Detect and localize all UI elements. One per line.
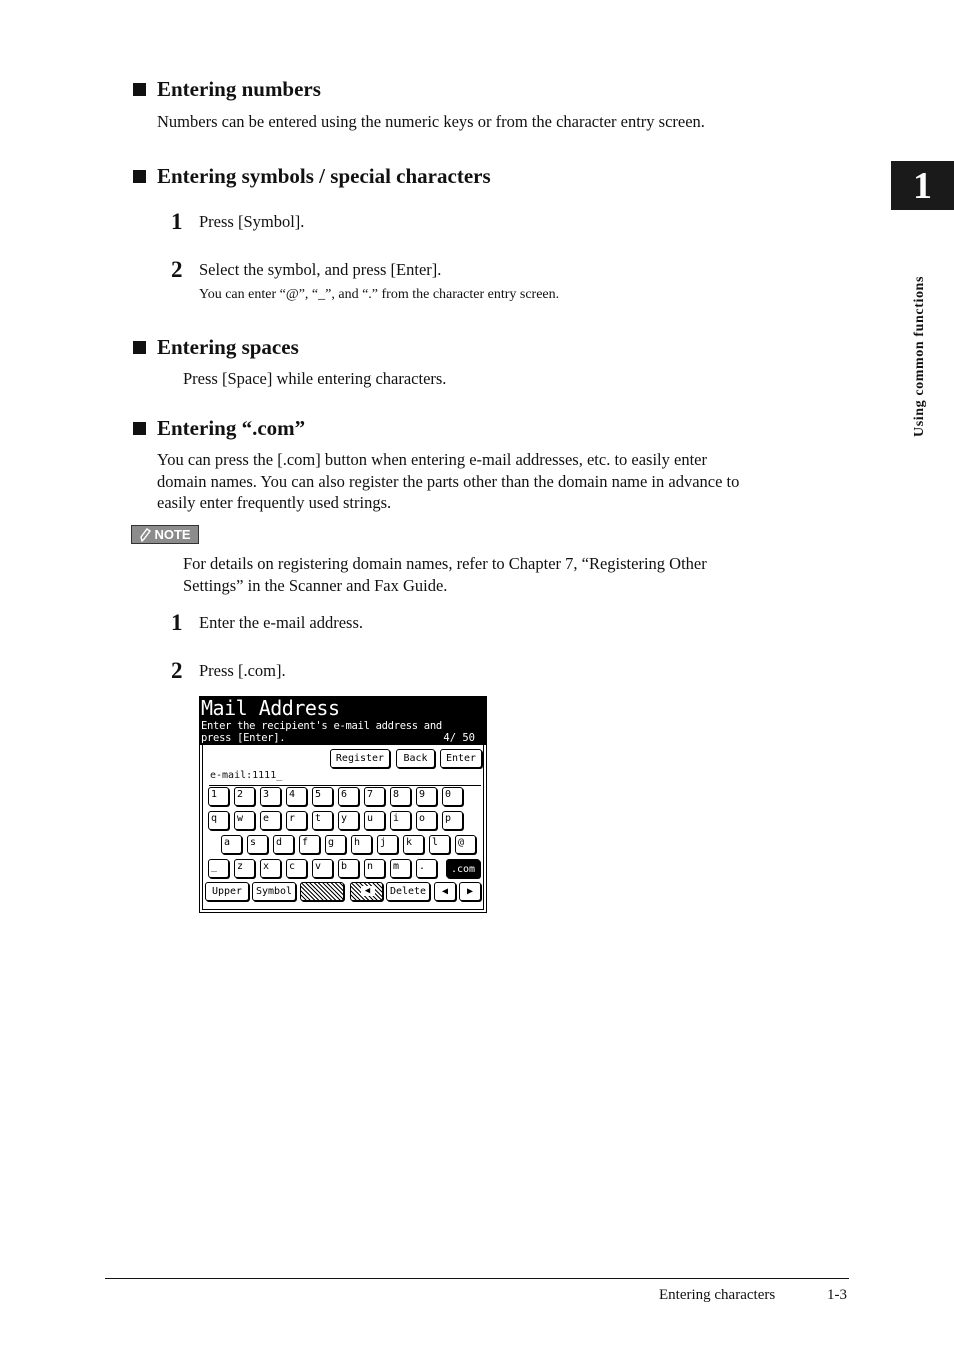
key-3[interactable]: 3: [260, 787, 281, 806]
section-heading-dotcom: [133, 416, 305, 441]
body-line: You can press the [.com] button when entering e-mail addresses, etc. to easily enter: [157, 450, 707, 469]
pencil-icon: [139, 528, 151, 542]
key-d[interactable]: d: [273, 835, 294, 854]
square-bullet-icon: [133, 341, 146, 354]
email-input[interactable]: e-mail:1111_: [210, 770, 283, 781]
cursor-right-button[interactable]: [459, 882, 481, 901]
section-heading-spaces: [133, 335, 299, 360]
key-period[interactable]: .: [416, 859, 437, 878]
chapter-tab-label: Using common functions: [912, 276, 927, 437]
step-number: 2: [171, 658, 183, 683]
key-w[interactable]: w: [234, 811, 255, 830]
screen-title: Mail Address: [201, 696, 340, 720]
register-button[interactable]: Register: [330, 749, 390, 768]
footer-divider: [105, 1278, 849, 1279]
step-text: Enter the e-mail address.: [199, 613, 364, 632]
cursor-left-button[interactable]: [434, 882, 456, 901]
key-j[interactable]: j: [377, 835, 398, 854]
backspace-button[interactable]: [350, 882, 383, 901]
key-a[interactable]: a: [221, 835, 242, 854]
note-line: For details on registering domain names, refer to Chapter 7, “Registering Other: [183, 554, 707, 573]
chapter-tab: 1: [891, 161, 954, 210]
key-c[interactable]: c: [286, 859, 307, 878]
key-s[interactable]: s: [247, 835, 268, 854]
character-counter: 4/ 50: [443, 732, 475, 744]
section-title: Entering “.com”: [157, 416, 306, 440]
key-u[interactable]: u: [364, 811, 385, 830]
section-title: Entering symbols / special characters: [157, 164, 491, 188]
step-text: Select the symbol, and press [Enter].: [199, 260, 442, 279]
key-1[interactable]: 1: [208, 787, 229, 806]
key-g[interactable]: g: [325, 835, 346, 854]
step-number: 2: [171, 257, 183, 282]
note-badge: [131, 525, 199, 544]
step-text: Press [.com].: [199, 661, 286, 680]
key-y[interactable]: y: [338, 811, 359, 830]
enter-button[interactable]: Enter: [440, 749, 482, 768]
back-button[interactable]: Back: [396, 749, 435, 768]
key-9[interactable]: 9: [416, 787, 437, 806]
note-text: [183, 553, 863, 596]
key-0[interactable]: 0: [442, 787, 463, 806]
key-m[interactable]: m: [390, 859, 411, 878]
step-text: Press [Symbol].: [199, 212, 305, 231]
note-label: NOTE: [154, 527, 191, 542]
note-line: Settings” in the Scanner and Fax Guide.: [183, 575, 448, 595]
key-f[interactable]: f: [299, 835, 320, 854]
screen-instructions-line1: Enter the recipient's e-mail address and: [201, 720, 442, 732]
body-line: domain names. You can also register the parts other than the domain name in advance to: [157, 471, 740, 491]
section-heading-symbols: [133, 164, 491, 189]
screen-header: [200, 697, 486, 745]
step-number: 1: [171, 209, 183, 234]
section-title: Entering spaces: [157, 335, 299, 359]
key-i[interactable]: i: [390, 811, 411, 830]
key-5[interactable]: 5: [312, 787, 333, 806]
screen-body: [202, 745, 484, 910]
key-o[interactable]: o: [416, 811, 437, 830]
key-l[interactable]: l: [429, 835, 450, 854]
section-title: Entering numbers: [157, 77, 321, 101]
key-k[interactable]: k: [403, 835, 424, 854]
body-line: easily enter frequently used strings.: [157, 493, 392, 512]
dotcom-key[interactable]: .com: [446, 859, 480, 878]
key-underscore[interactable]: _: [208, 859, 229, 878]
input-underline: [209, 785, 481, 786]
key-h[interactable]: h: [351, 835, 372, 854]
key-q[interactable]: q: [208, 811, 229, 830]
page-number: 1-3: [827, 1287, 847, 1303]
mail-address-screen: [199, 696, 487, 913]
delete-button[interactable]: Delete: [386, 882, 430, 901]
upper-button[interactable]: Upper: [205, 882, 249, 901]
key-4[interactable]: 4: [286, 787, 307, 806]
square-bullet-icon: [133, 83, 146, 96]
key-v[interactable]: v: [312, 859, 333, 878]
key-at[interactable]: @: [455, 835, 476, 854]
space-button[interactable]: [300, 882, 344, 901]
key-8[interactable]: 8: [390, 787, 411, 806]
key-7[interactable]: 7: [364, 787, 385, 806]
section-body: Numbers can be entered using the numeric keys or from the character entry screen.: [157, 112, 705, 131]
footer-section-name: Entering characters: [659, 1287, 776, 1303]
key-e[interactable]: e: [260, 811, 281, 830]
key-b[interactable]: b: [338, 859, 359, 878]
key-2[interactable]: 2: [234, 787, 255, 806]
square-bullet-icon: [133, 170, 146, 183]
section-body: Press [Space] while entering characters.: [183, 369, 447, 388]
key-x[interactable]: x: [260, 859, 281, 878]
right-arrow-icon: ▶: [466, 886, 474, 897]
key-n[interactable]: n: [364, 859, 385, 878]
section-body: [157, 449, 857, 514]
square-bullet-icon: [133, 422, 146, 435]
left-arrow-icon: ◀: [441, 886, 449, 897]
screen-instructions-line2: press [Enter].: [201, 732, 286, 744]
key-z[interactable]: z: [234, 859, 255, 878]
step-note: You can enter “@”, “_”, and “.” from the character entry screen.: [199, 287, 560, 302]
key-t[interactable]: t: [312, 811, 333, 830]
key-p[interactable]: p: [442, 811, 463, 830]
key-6[interactable]: 6: [338, 787, 359, 806]
key-r[interactable]: r: [286, 811, 307, 830]
symbol-button[interactable]: Symbol: [252, 882, 296, 901]
section-heading-numbers: [133, 77, 321, 102]
backspace-arrow-icon: ◀: [361, 886, 375, 896]
step-number: 1: [171, 610, 183, 635]
